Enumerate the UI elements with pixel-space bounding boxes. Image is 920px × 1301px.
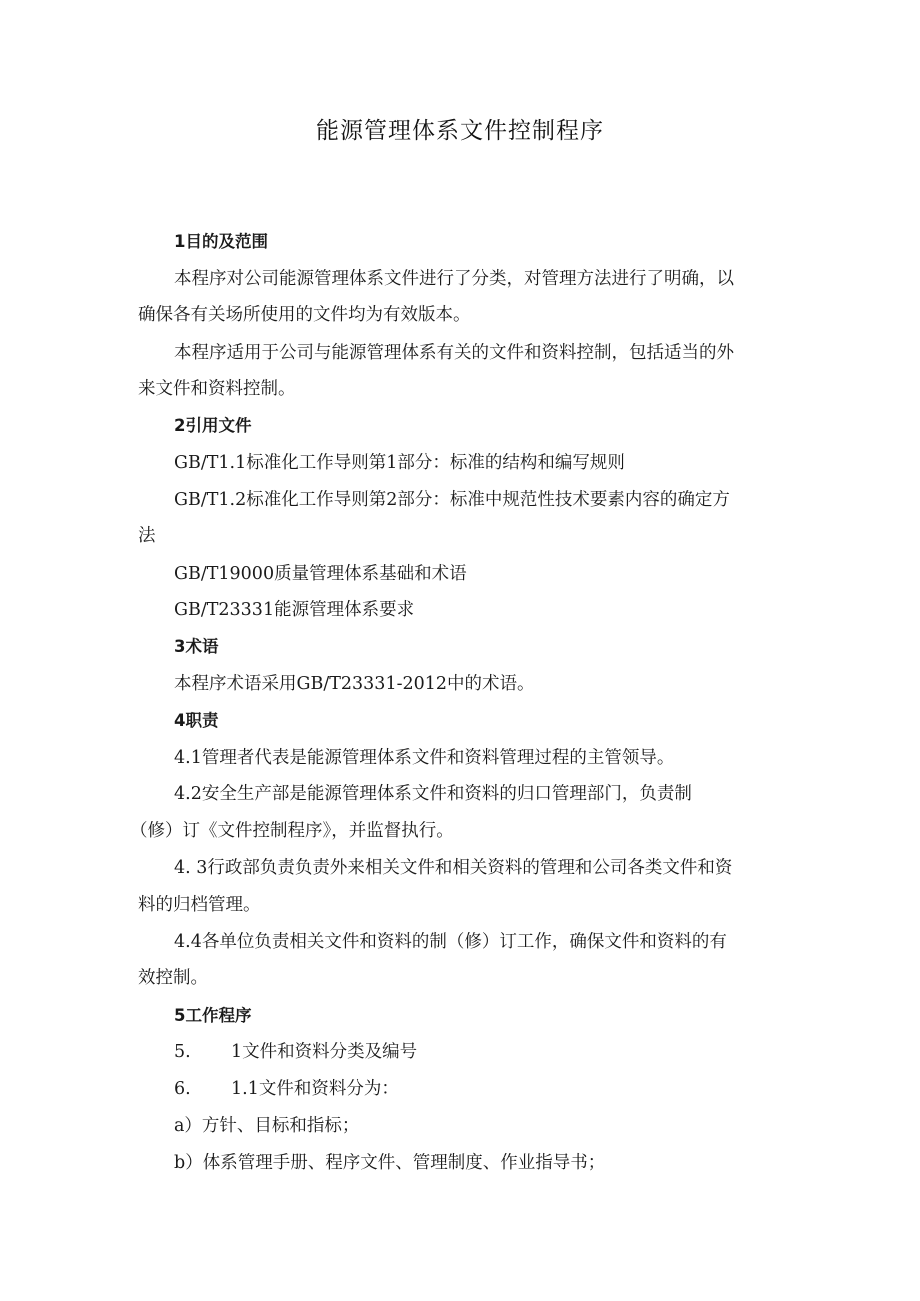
procedure-item-1-text: 1文件和资料分类及编号 bbox=[231, 1042, 418, 1062]
reference-3: GB/T19000质量管理体系基础和术语 bbox=[174, 564, 467, 584]
procedure-item-2-text: 1.1文件和资料分为： bbox=[231, 1079, 399, 1099]
procedure-item-1-number: 5. bbox=[174, 1042, 191, 1062]
document-category-a: a）方针、目标和指标； bbox=[174, 1116, 360, 1136]
reference-4: GB/T23331能源管理体系要求 bbox=[174, 600, 415, 620]
responsibility-4-4-line-2: 效控制。 bbox=[138, 968, 208, 988]
responsibility-4-1: 4.1管理者代表是能源管理体系文件和资料管理过程的主管领导。 bbox=[174, 748, 675, 768]
procedure-item-2-number: 6. bbox=[174, 1079, 191, 1099]
section-5-heading: 5工作程序 bbox=[174, 1006, 252, 1025]
reference-2-line-1: GB/T1.2标准化工作导则第2部分：标准中规范性技术要素内容的确定方 bbox=[174, 490, 730, 510]
responsibility-4-3-line-2: 料的归档管理。 bbox=[138, 895, 261, 915]
section-1-paragraph-1-line-1: 本程序对公司能源管理体系文件进行了分类，对管理方法进行了明确，以 bbox=[174, 269, 734, 289]
section-4-heading: 4职责 bbox=[174, 711, 219, 730]
section-3-paragraph: 本程序术语采用GB/T23331-2012中的术语。 bbox=[174, 674, 535, 694]
responsibility-4-2-line-1: 4.2安全生产部是能源管理体系文件和资料的归口管理部门，负责制 bbox=[174, 784, 692, 804]
section-3-heading: 3术语 bbox=[174, 637, 219, 656]
section-2-heading: 2引用文件 bbox=[174, 416, 252, 435]
document-category-b: b）体系管理手册、程序文件、管理制度、作业指导书； bbox=[174, 1153, 606, 1173]
responsibility-4-2-line-2: （修）订《文件控制程序》，并监督执行。 bbox=[130, 821, 454, 841]
section-1-paragraph-2-line-1: 本程序适用于公司与能源管理体系有关的文件和资料控制，包括适当的外 bbox=[174, 343, 734, 363]
responsibility-4-4-line-1: 4.4各单位负责相关文件和资料的制（修）订工作，确保文件和资料的有 bbox=[174, 932, 727, 952]
reference-1: GB/T1.1标准化工作导则第1部分：标准的结构和编写规则 bbox=[174, 453, 625, 473]
responsibility-4-3-line-1: 4. 3行政部负责负责外来相关文件和相关资料的管理和公司各类文件和资 bbox=[174, 858, 733, 878]
section-1-heading: 1目的及范围 bbox=[174, 232, 268, 251]
document-title: 能源管理体系文件控制程序 bbox=[316, 118, 604, 144]
section-1-paragraph-1-line-2: 确保各有关场所使用的文件均为有效版本。 bbox=[138, 305, 471, 325]
section-1-paragraph-2-line-2: 来文件和资料控制。 bbox=[138, 379, 296, 399]
reference-2-line-2: 法 bbox=[138, 526, 156, 546]
